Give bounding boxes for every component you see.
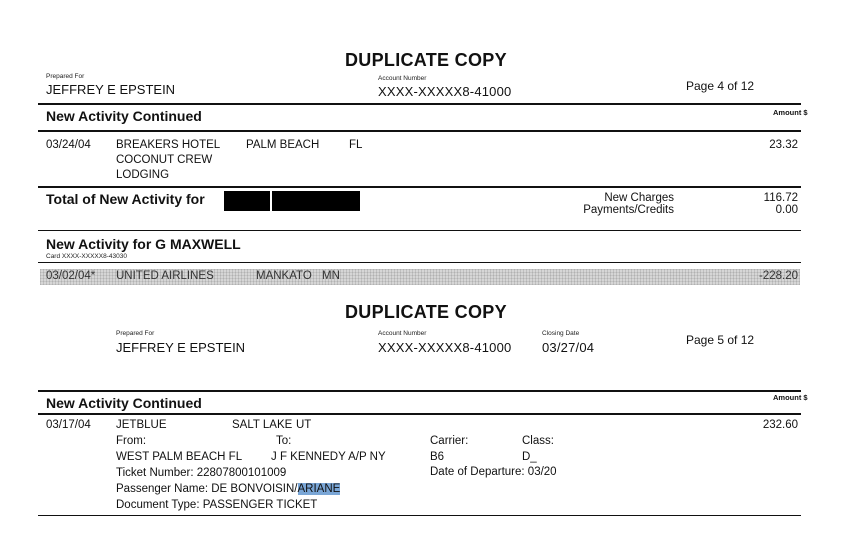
prepared-for-name: JEFFREY E EPSTEIN [46,82,176,97]
duplicate-copy-title: DUPLICATE COPY [345,50,507,70]
redaction-box [224,191,270,211]
from-value: WEST PALM BEACH FL [116,451,243,463]
transaction-state: FL [349,139,363,151]
passenger-name [116,483,340,495]
duplicate-copy-title: DUPLICATE COPY [345,302,507,322]
card-number-label: Card XXXX-XXXXX8-43030 [46,253,127,260]
divider [38,130,801,132]
payments-credits-value: 0.00 [775,204,798,216]
selected-text-highlight[interactable]: ARIANE [297,483,341,495]
account-number: XXXX-XXXXX8-41000 [378,340,512,355]
transaction-merchant: BREAKERS HOTEL [116,139,221,151]
to-value: J F KENNEDY A/P NY [271,451,386,463]
transaction-detail: COCONUT CREW [116,154,213,166]
section-title: New Activity Continued [46,108,202,124]
payments-credits-label: Payments/Credits [583,204,674,216]
amount-header: Amount $ [773,393,808,402]
document-type: Document Type: PASSENGER TICKET [116,499,318,511]
divider [38,413,801,415]
departure-date: Date of Departure: 03/20 [430,466,557,478]
closing-date: 03/27/04 [542,340,595,355]
carrier-value: B6 [430,451,445,463]
transaction-date: 03/17/04 [46,419,91,431]
account-number-label: Account Number [378,75,427,82]
closing-date-label: Closing Date [542,330,580,337]
new-charges-value: 116.72 [763,192,798,204]
class-value: D_ [522,451,537,463]
class-label: Class: [522,435,554,447]
transaction-date: 03/24/04 [46,139,91,151]
divider [38,515,801,516]
section-title: New Activity Continued [46,395,202,411]
prepared-for-label: Prepared For [116,330,155,337]
divider [38,230,801,231]
transaction-city: PALM BEACH [246,139,320,151]
account-number: XXXX-XXXXX8-41000 [378,84,512,99]
ticket-number: Ticket Number: 22807800101009 [116,467,287,479]
maxwell-transaction-date: 03/02/04* [46,270,96,282]
maxwell-section-title: New Activity for G MAXWELL [46,236,241,252]
maxwell-transaction-amount: -228.20 [758,270,798,282]
divider [38,103,801,105]
transaction-amount: 232.60 [762,419,798,431]
page-number: Page 4 of 12 [686,79,755,93]
redaction-box [272,191,360,211]
amount-header: Amount $ [773,108,808,117]
maxwell-transaction-city: MANKATO [256,270,312,282]
carrier-label: Carrier: [430,435,469,447]
page-number: Page 5 of 12 [686,333,755,347]
prepared-for-label: Prepared For [46,73,85,80]
transaction-amount: 23.32 [769,139,798,151]
transaction-state: UT [296,419,312,431]
transaction-merchant: JETBLUE [116,419,167,431]
divider [38,186,801,188]
to-label: To: [276,435,292,447]
from-label: From: [116,435,147,447]
account-number-label: Account Number [378,330,427,337]
passenger-name-prefix: Passenger Name: DE BONVOISIN/ [116,483,298,495]
total-label: Total of New Activity for [46,191,205,207]
new-charges-label: New Charges [604,192,674,204]
maxwell-transaction-state: MN [322,270,340,282]
transaction-category: LODGING [116,169,170,181]
divider [38,262,801,263]
prepared-for-name: JEFFREY E EPSTEIN [116,340,246,355]
transaction-city: SALT LAKE [232,419,293,431]
maxwell-transaction-merchant: UNITED AIRLINES [116,270,214,282]
divider [38,390,801,392]
